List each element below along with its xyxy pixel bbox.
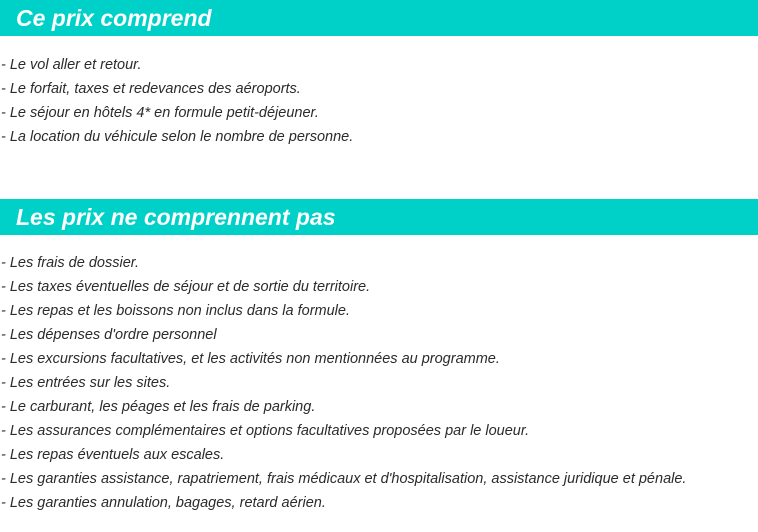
excluded-list [0,251,758,515]
list-item: - Les dépenses d'ordre personnel [1,327,217,343]
excluded-section [0,199,758,515]
list-item: - Les repas éventuels aux escales. [1,447,225,463]
list-item: - Les garanties annulation, bagages, retard aérien. [1,495,326,511]
list-item: - Les garanties assistance, rapatriement, frais médicaux et d'hospitalisation, assistance juridique et pénale. [1,471,687,487]
included-list [0,53,758,149]
list-item: - Le vol aller et retour. [1,57,142,73]
list-item: - Le séjour en hôtels 4* en formule petit-déjeuner. [1,105,319,121]
list-item: - Les taxes éventuelles de séjour et de sortie du territoire. [1,279,371,295]
list-item: - Le carburant, les péages et les frais de parking. [1,399,316,415]
list-item: - Les entrées sur les sites. [1,375,171,391]
excluded-header: Les prix ne comprennent pas [0,199,758,235]
list-item: - Le forfait, taxes et redevances des aéroports. [1,81,301,97]
included-header: Ce prix comprend [0,0,758,36]
list-item: - Les assurances complémentaires et options facultatives proposées par le loueur. [1,423,530,439]
included-section [0,0,758,149]
list-item: - Les excursions facultatives, et les activités non mentionnées au programme. [1,351,500,367]
list-item: - La location du véhicule selon le nombre de personne. [1,129,354,145]
list-item: - Les frais de dossier. [1,255,140,271]
list-item: - Les repas et les boissons non inclus dans la formule. [1,303,350,319]
